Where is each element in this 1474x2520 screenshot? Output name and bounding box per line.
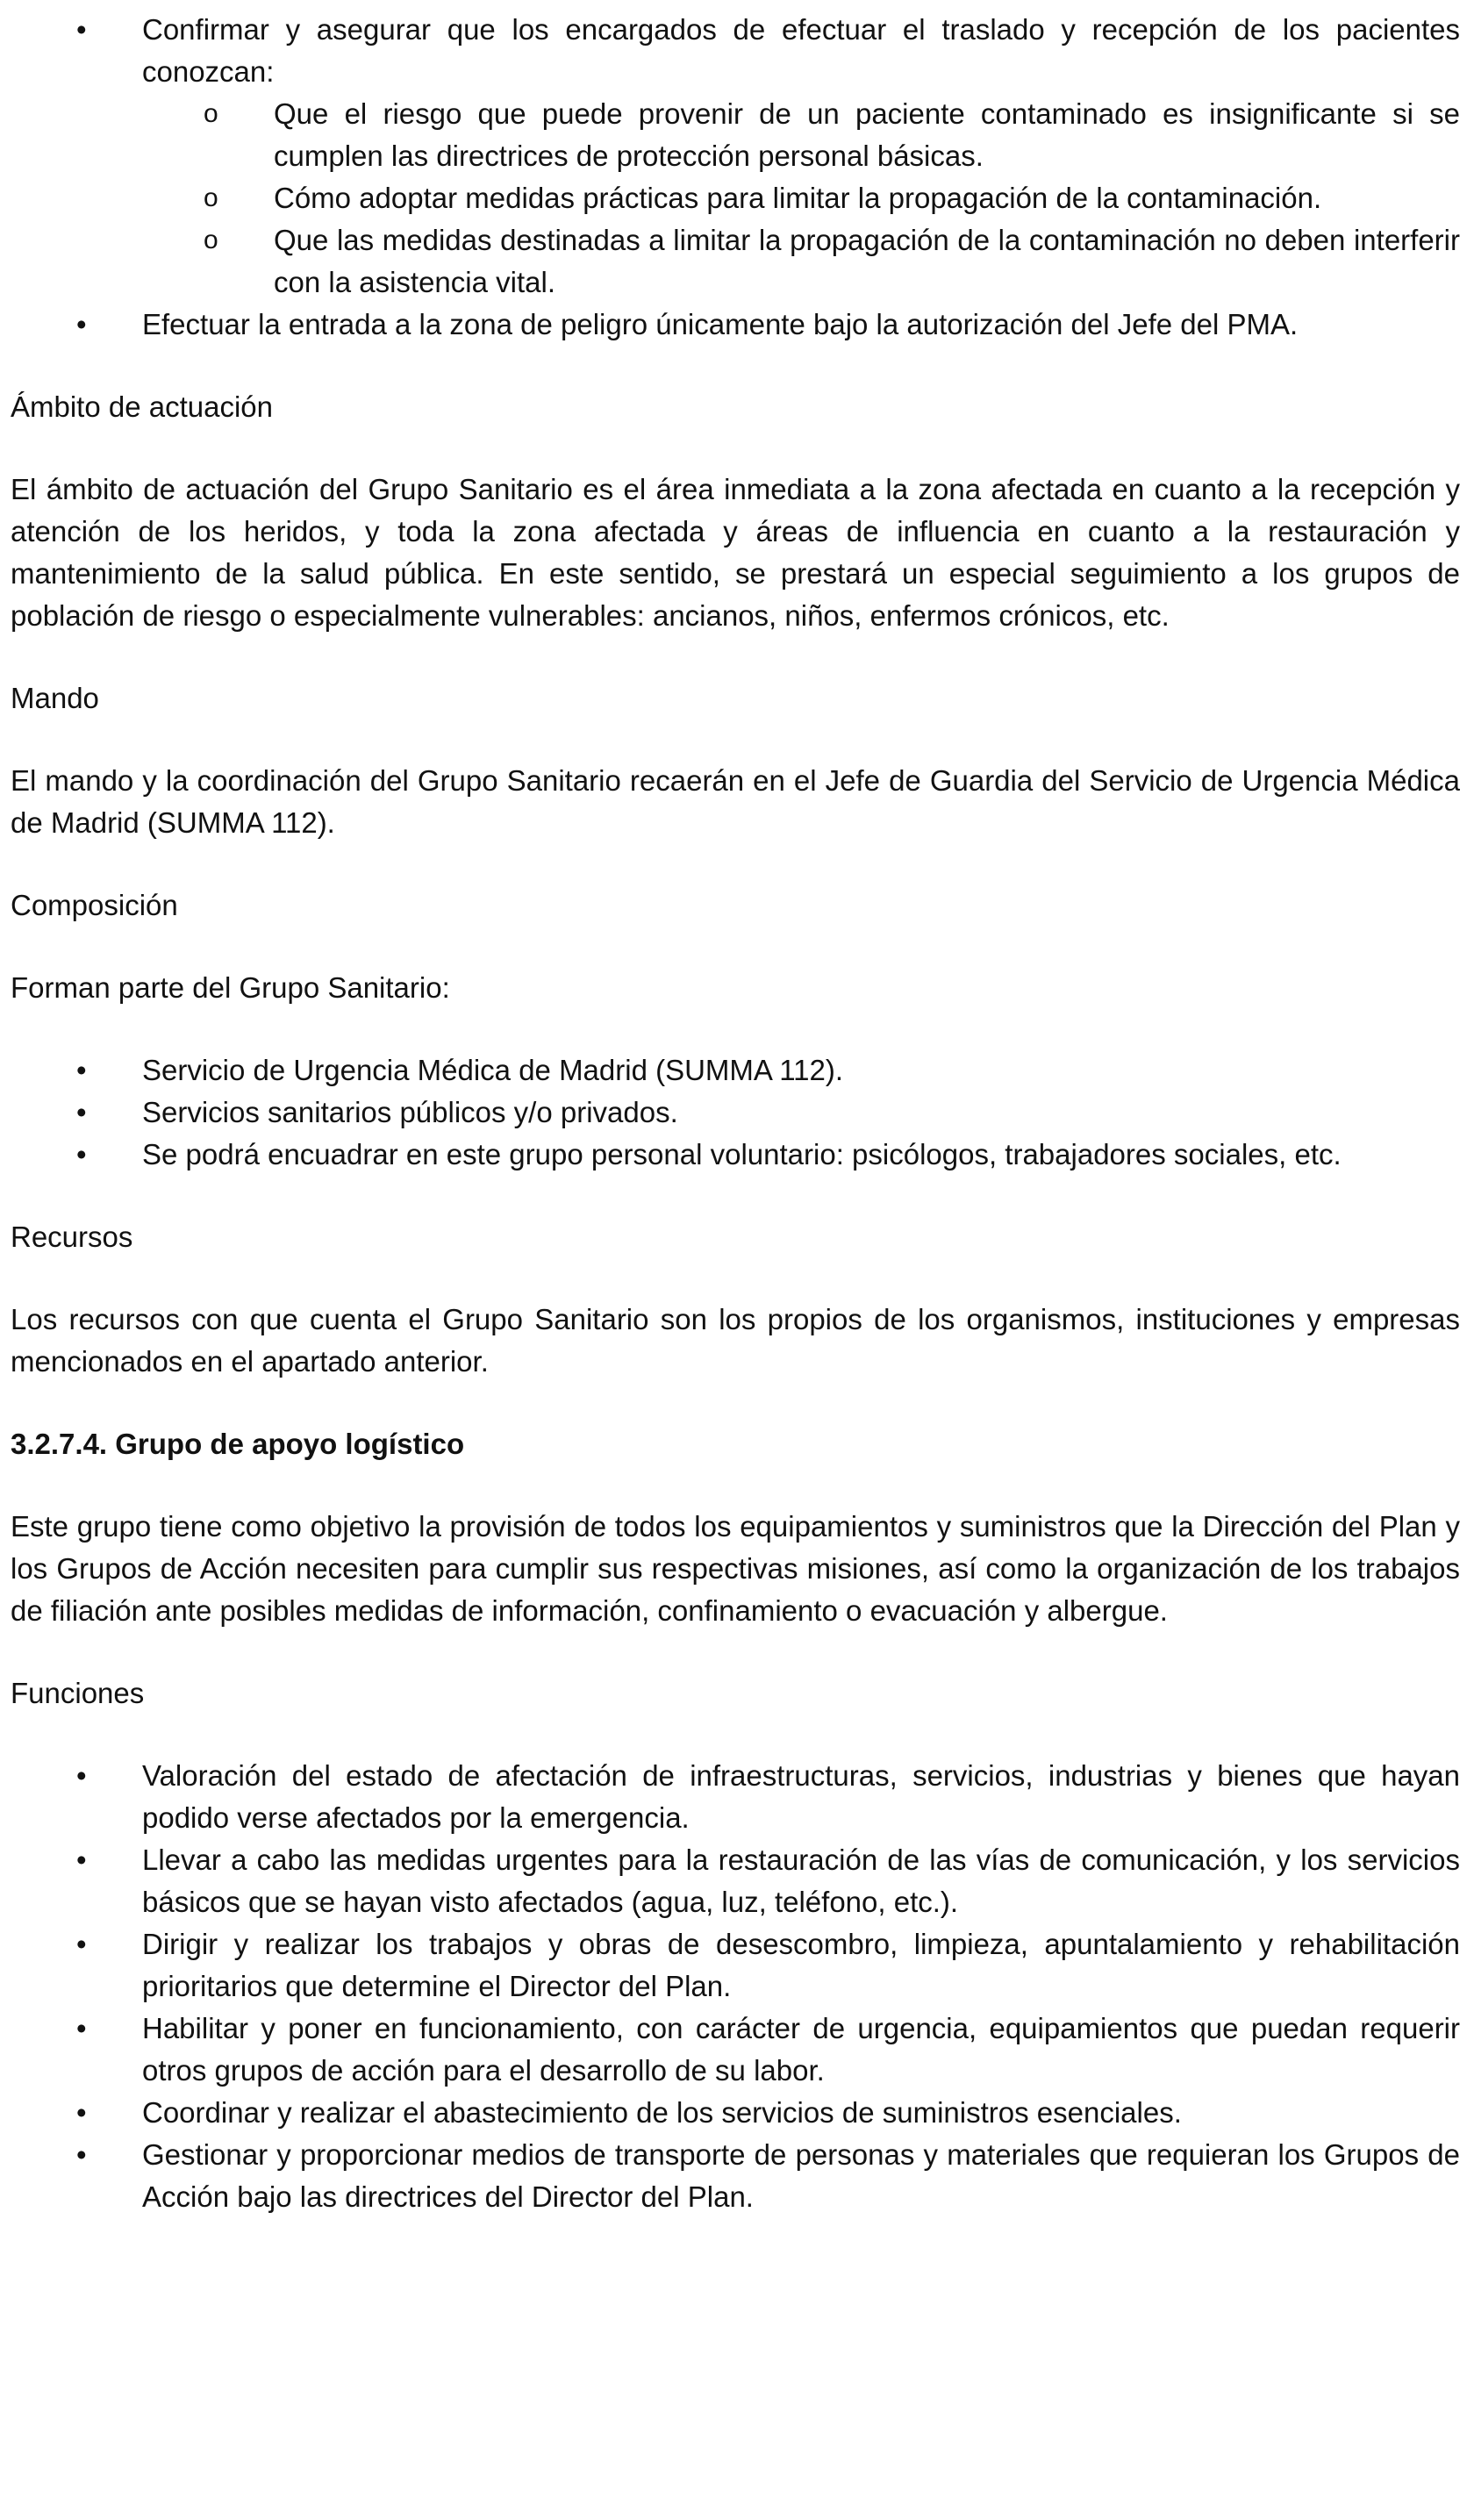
sub-list-item-text: Que el riesgo que puede provenir de un paciente contaminado es insignificante si se cumplen las directrices de protección personal básicas. [274,97,1460,172]
list-item-text: Confirmar y asegurar que los encargados de efectuar el traslado y recepción de los pacientes conozcan: [142,13,1460,88]
bullet-icon: • [76,1928,87,1960]
subheading-composicion: Composición [11,889,178,921]
list-item [11,9,1460,304]
list-item-text: Servicio de Urgencia Médica de Madrid (SUMMA 112). [142,1054,844,1086]
bullet-icon: • [76,2138,87,2171]
document-page [11,0,1460,2218]
list-item [11,304,1460,346]
subheading-funciones: Funciones [11,1677,145,1709]
list-item-text: Efectuar la entrada a la zona de peligro únicamente bajo la autorización del Jefe del PMA. [142,308,1299,340]
list-item-text: Servicios sanitarios públicos y/o privados. [142,1096,678,1128]
list-item-text: Coordinar y realizar el abastecimiento de los servicios de suministros esenciales. [142,2096,1182,2129]
section-title: 3.2.7.4. Grupo de apoyo logístico [11,1428,465,1460]
sub-list-item [142,93,1460,177]
paragraph-composicion: Forman parte del Grupo Sanitario: [11,971,450,1004]
paragraph-ambito: El ámbito de actuación del Grupo Sanitario es el área inmediata a la zona afectada en cuanto a la recepción y atención de los heridos, y toda la zona afectada y áreas de influencia en cuanto a la restauración y mantenimiento de la salud pública. En este sentido, se prestará un especial seguimiento a los grupos de población de riesgo o especialmente vulnerables: ancianos, niños, enfermos crónicos, etc. [11,473,1460,632]
sub-list-item [142,177,1460,219]
list-item [11,1923,1460,2008]
bullet-icon: • [76,1096,87,1128]
sub-list-item-text: Que las medidas destinadas a limitar la propagación de la contaminación no deben interferir con la asistencia vital. [274,224,1460,298]
composicion-bullet-list [11,1049,1460,1176]
subheading-recursos: Recursos [11,1221,133,1253]
subheading-ambito: Ámbito de actuación [11,390,274,423]
list-item [11,1755,1460,1839]
list-item [11,1049,1460,1092]
bullet-icon: • [76,2012,87,2044]
list-item-text: Habilitar y poner en funcionamiento, con carácter de urgencia, equipamientos que puedan requerir otros grupos de acción para el desarrollo de su labor. [142,2012,1460,2087]
circle-bullet-icon: o [204,183,218,212]
list-item [11,2008,1460,2092]
list-item-text: Valoración del estado de afectación de infraestructuras, servicios, industrias y bienes que hayan podido verse afectados por la emergencia. [142,1759,1460,1834]
subheading-mando: Mando [11,682,99,714]
bullet-icon: • [76,1138,87,1171]
list-item [11,1839,1460,1923]
list-item-text: Gestionar y proporcionar medios de transporte de personas y materiales que requieran los Grupos de Acción bajo las directrices del Director del Plan. [142,2138,1460,2213]
list-item [11,1134,1460,1176]
paragraph-section: Este grupo tiene como objetivo la provisión de todos los equipamientos y suministros que la Dirección del Plan y los Grupos de Acción necesiten para cumplir sus respectivas misiones, así como la organización de los trabajos de filiación ante posibles medidas de información, confinamiento o evacuación y albergue. [11,1510,1460,1627]
bullet-icon: • [76,1054,87,1086]
list-item [11,2092,1460,2134]
funciones-bullet-list [11,1755,1460,2218]
paragraph-recursos: Los recursos con que cuenta el Grupo Sanitario son los propios de los organismos, instituciones y empresas mencionados en el apartado anterior. [11,1303,1460,1378]
circle-bullet-icon: o [204,226,218,254]
sub-list-item-text: Cómo adoptar medidas prácticas para limitar la propagación de la contaminación. [274,182,1322,214]
sub-bullet-list [142,93,1460,304]
bullet-icon: • [76,308,87,340]
list-item-text: Se podrá encuadrar en este grupo personal voluntario: psicólogos, trabajadores sociales, etc. [142,1138,1342,1171]
bullet-icon: • [76,1843,87,1876]
sub-list-item [142,219,1460,304]
list-item [11,2134,1460,2218]
list-item [11,1092,1460,1134]
circle-bullet-icon: o [204,99,218,128]
intro-bullet-list [11,9,1460,346]
bullet-icon: • [76,13,87,46]
paragraph-mando: El mando y la coordinación del Grupo Sanitario recaerán en el Jefe de Guardia del Servicio de Urgencia Médica de Madrid (SUMMA 112). [11,764,1460,839]
bullet-icon: • [76,1759,87,1792]
list-item-text: Dirigir y realizar los trabajos y obras de desescombro, limpieza, apuntalamiento y rehabilitación prioritarios que determine el Director del Plan. [142,1928,1460,2002]
bullet-icon: • [76,2096,87,2129]
list-item-text: Llevar a cabo las medidas urgentes para la restauración de las vías de comunicación, y los servicios básicos que se hayan visto afectados (agua, luz, teléfono, etc.). [142,1843,1460,1918]
